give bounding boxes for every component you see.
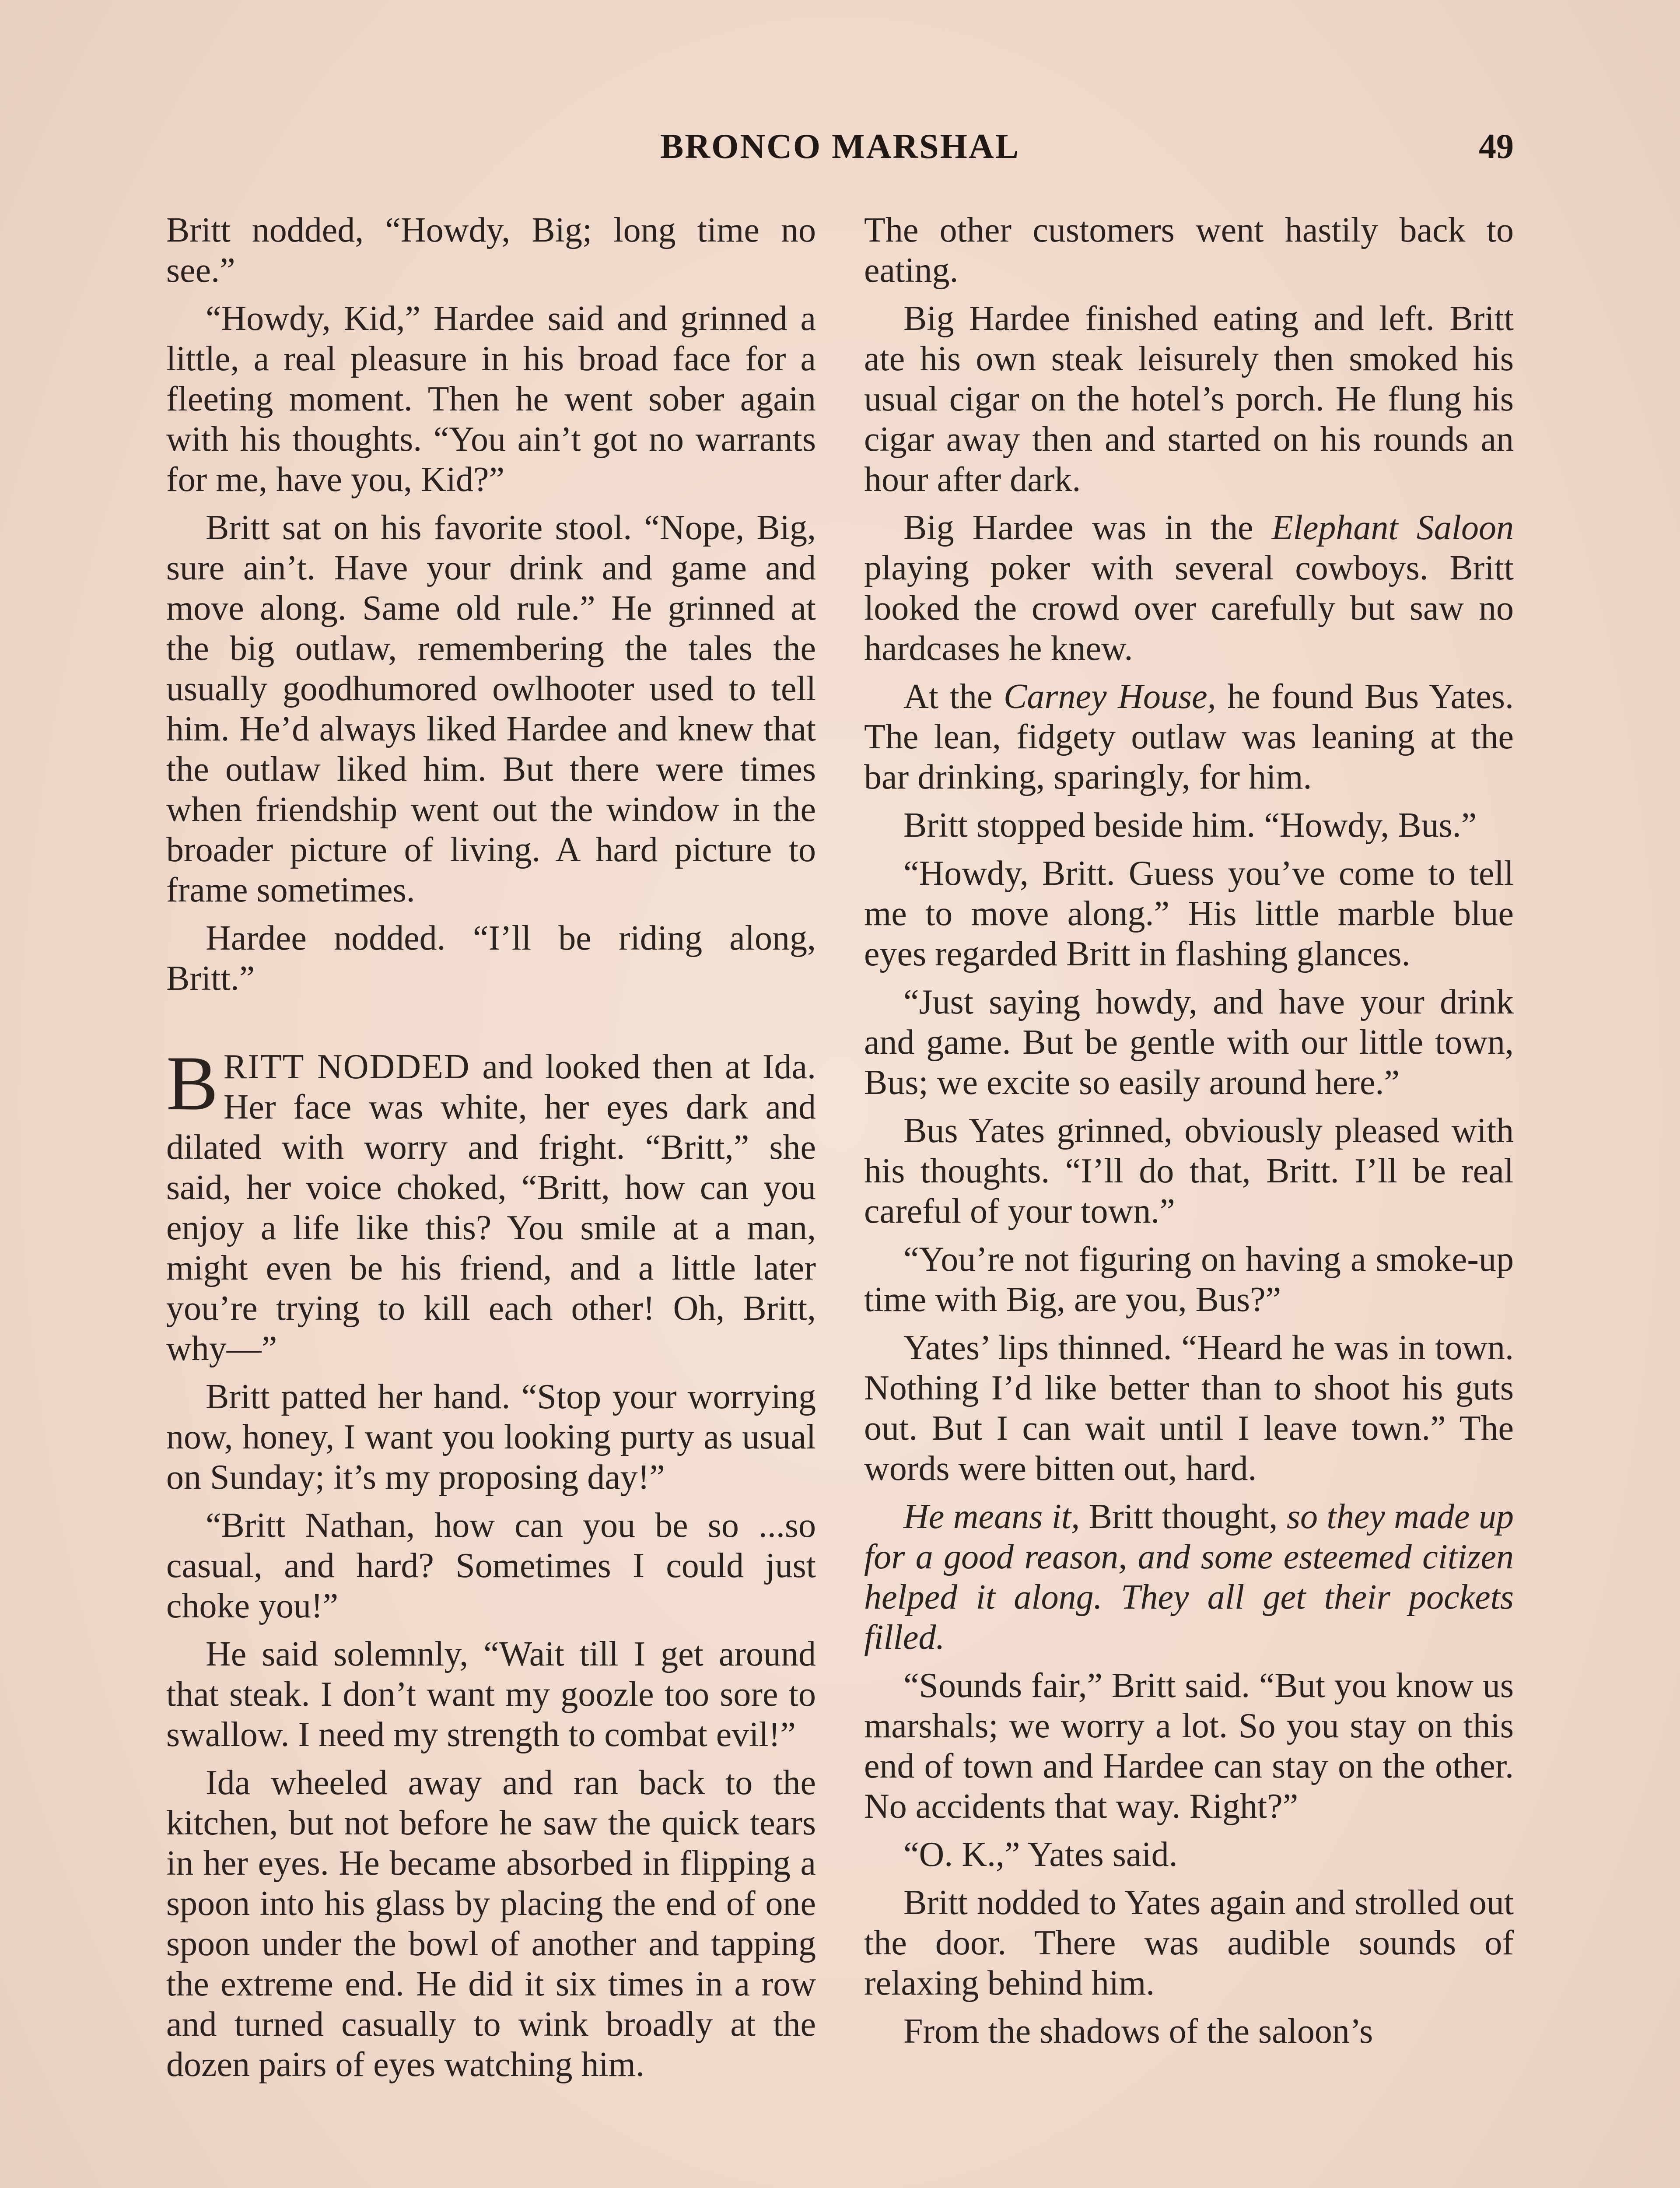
paragraph: Big Hardee finished eating and left. Britt ate his own steak leisurely then smoked his usual cigar on the hotel’s porch. He flung his cigar away then and started on his rounds an hour after dark. — [864, 299, 1514, 499]
paragraph: “Sounds fair,” Britt said. “But you know us marshals; we worry a lot. So you stay on this end of town and Hardee can stay on the other. No accidents that way. Right?” — [864, 1666, 1514, 1826]
italic-place-name: Elephant Saloon — [1271, 508, 1514, 547]
paragraph: “Howdy, Kid,” Hardee said and grinned a little, a real pleasure in his broad face for a fleeting moment. Then he went sober again with his thoughts. “You ain’t got no warrants for me, have you, Kid?” — [166, 299, 816, 499]
paragraph: Britt patted her hand. “Stop your worrying now, honey, I want you looking purty as usual on Sunday; it’s my proposing day!” — [166, 1378, 816, 1497]
paragraph: From the shadows of the saloon’s — [903, 2012, 1373, 2051]
paragraph — [864, 1497, 1514, 1658]
paragraph: “Britt Nathan, how can you be so ...so casual, and hard? Sometimes I could just choke you!” — [166, 1506, 816, 1625]
paragraph — [864, 508, 1514, 669]
paragraph-text: he found Bus Yates. The lean, fidgety outlaw was leaning at the bar drinking, sparingly, for him. — [864, 677, 1514, 796]
paragraph: Ida wheeled away and ran back to the kitchen, but not before he saw the quick tears in her eyes. He became absorbed in flipping a spoon into his glass by placing the end of one spoon under the bowl of another and tapping the extreme end. He did it six times in a row and turned casually to wink broadly at the dozen pairs of eyes watching him. — [166, 1764, 816, 2084]
left-column — [166, 210, 816, 2093]
italic-place-name: Carney House, — [1004, 677, 1216, 716]
paragraph: The other customers went hastily back to eating. — [864, 211, 1514, 290]
lead-in-caps: RITT NODDED — [223, 1048, 470, 1086]
paragraph — [864, 677, 1514, 797]
paragraph: Britt stopped beside him. “Howdy, Bus.” — [903, 806, 1477, 845]
paragraph: “O. K.,” Yates said. — [903, 1835, 1178, 1874]
italic-thought: so they made up for a good reason, and some esteemed citizen helped it along. They all get their pockets filled. — [864, 1497, 1514, 1657]
page-header — [166, 127, 1514, 179]
paragraph: Britt nodded, “Howdy, Big; long time no see.” — [166, 211, 816, 290]
paragraph: “Just saying howdy, and have your drink and game. But be gentle with our little town, Bus; we excite so easily around here.” — [864, 983, 1514, 1102]
paragraph-text: At the — [903, 677, 1004, 716]
paragraph: Bus Yates grinned, obviously pleased with his thoughts. “I’ll do that, Britt. I’ll be real careful of your town.” — [864, 1112, 1514, 1231]
paragraph: Britt nodded to Yates again and strolled out the door. There was audible sounds of relaxing behind him. — [864, 1883, 1514, 2002]
running-title: BRONCO MARSHAL — [660, 127, 1020, 166]
section-start-paragraph — [166, 1040, 816, 1369]
paragraph-text: and looked then at Ida. Her face was white, her eyes dark and dilated with worry and fright. “Britt,” she said, her voice choked, “Britt, how can you enjoy a life like this? You smile at a man, might even be his friend, and a little later you’re trying to kill each other! Oh, Britt, why—” — [166, 1048, 816, 1368]
drop-cap: B — [166, 1040, 218, 1126]
paragraph-text: playing poker with several cowboys. Britt looked the crowd over carefully but saw no hardcases he knew. — [864, 549, 1514, 668]
right-column — [864, 210, 1514, 2059]
paragraph-text: Britt thought, — [1080, 1497, 1287, 1536]
paragraph: Hardee nodded. “I’ll be riding along, Britt.” — [166, 919, 816, 998]
paragraph: He said solemnly, “Wait till I get around that steak. I don’t want my goozle too sore to swallow. I need my strength to combat evil!” — [166, 1635, 816, 1754]
paragraph: Britt sat on his favorite stool. “Nope, Big, sure ain’t. Have your drink and game and move along. Same old rule.” He grinned at the big outlaw, remembering the tales the usually goodhumored owlhooter used to tell him. He’d always liked Hardee and knew that the outlaw liked him. But there were times when friendship went out the window in the broader picture of living. A hard picture to frame sometimes. — [166, 508, 816, 909]
page-number: 49 — [1479, 127, 1514, 166]
paragraph-text: Big Hardee was in the — [903, 508, 1272, 547]
paragraph: “You’re not figuring on having a smoke-up time with Big, are you, Bus?” — [864, 1240, 1514, 1319]
italic-thought: He means it, — [903, 1497, 1080, 1536]
paragraph: Yates’ lips thinned. “Heard he was in town. Nothing I’d like better than to shoot his guts out. But I can wait until I leave town.” The words were bitten out, hard. — [864, 1329, 1514, 1488]
paragraph: “Howdy, Britt. Guess you’ve come to tell me to move along.” His little marble blue eyes regarded Britt in flashing glances. — [864, 854, 1514, 973]
